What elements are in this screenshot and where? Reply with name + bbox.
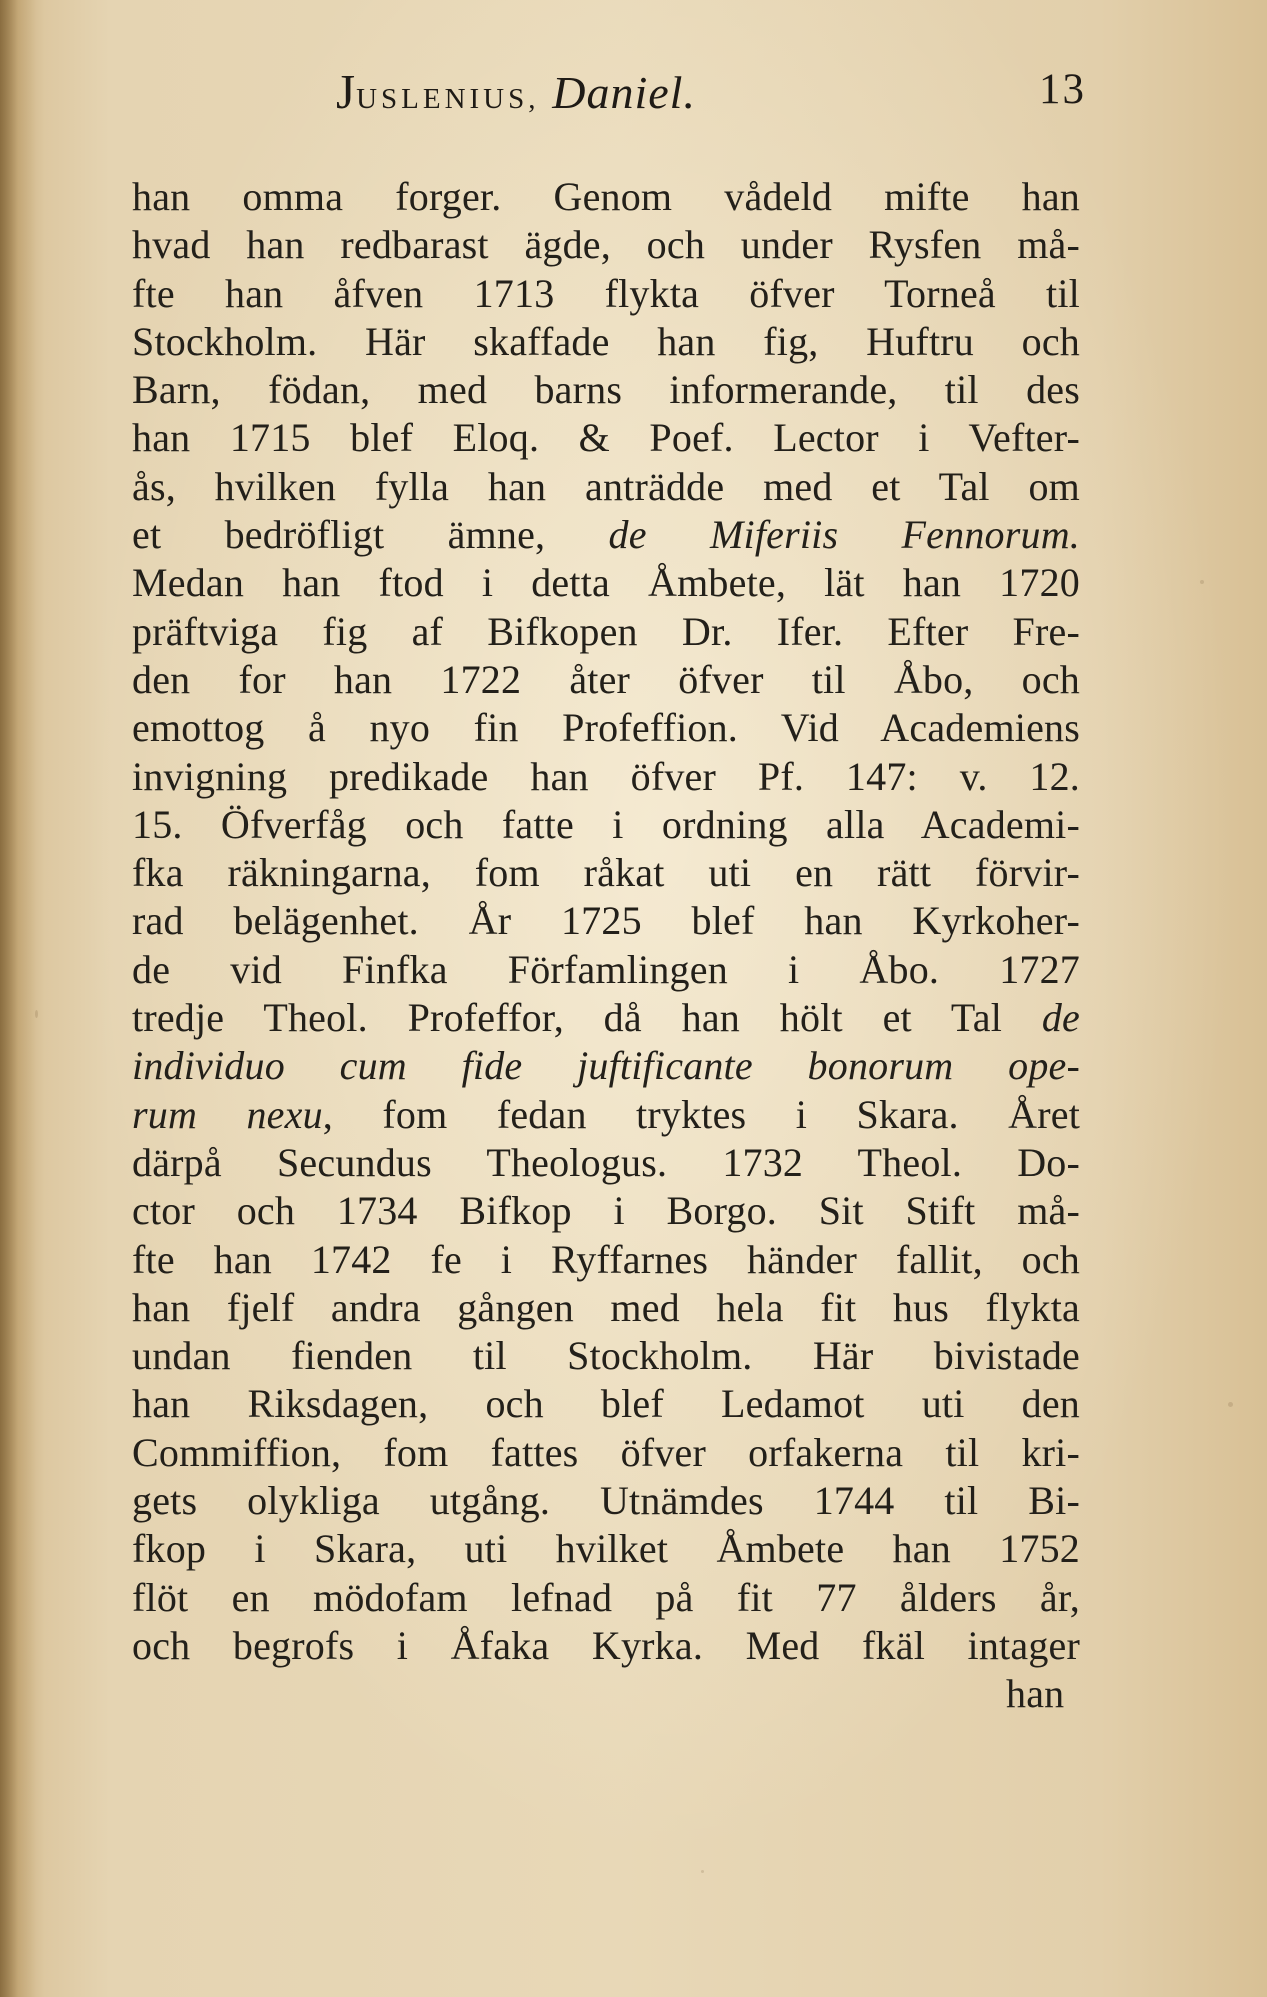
text-line-12: emottog å nyo fin Profeffion. Vid Academiens bbox=[132, 705, 1080, 751]
text-line-19: individuo cum fide juftificante bonorum ope- bbox=[132, 1043, 1080, 1089]
paper-speck bbox=[35, 1010, 38, 1018]
author-running-head bbox=[336, 63, 696, 120]
page-binding-shadow bbox=[0, 0, 36, 1997]
text-line-24: han fjelf andra gången med hela fit hus flykta bbox=[132, 1284, 1080, 1330]
text-line-18 bbox=[132, 994, 1080, 1042]
catchword: han bbox=[1006, 1671, 1065, 1717]
text-line-16: rad belägenhet. År 1725 blef han Kyrkoher- bbox=[132, 898, 1080, 944]
text-line-30: flöt en mödofam lefnad på fit 77 ålders år, bbox=[132, 1574, 1080, 1620]
text-line-21: därpå Secundus Theologus. 1732 Theol. Do- bbox=[132, 1139, 1080, 1185]
text-line-14: 15. Öfverfåg och fatte i ordning alla Academi- bbox=[132, 801, 1080, 847]
paper-speck bbox=[1228, 1402, 1233, 1407]
text-line-9: Medan han ftod i detta Åmbete, lät han 1720 bbox=[132, 560, 1080, 606]
running-header bbox=[336, 63, 1096, 121]
text-line-25: undan fienden til Stockholm. Här bivistade bbox=[132, 1333, 1080, 1379]
text-line-20-roman: , fom fedan tryktes i Skara. Året bbox=[322, 1091, 1081, 1137]
author-initial: J bbox=[336, 64, 357, 119]
text-line-18-roman: tredje Theol. Profeffor, då han hölt et Tal bbox=[132, 995, 1042, 1041]
body-text bbox=[132, 173, 1080, 1719]
paper-speck bbox=[701, 1870, 704, 1873]
text-line-8 bbox=[132, 511, 1080, 559]
text-line-28: gets olykliga utgång. Utnämdes 1744 til Bi- bbox=[132, 1478, 1080, 1524]
text-line-27: Commiffion, fom fattes öfver orfakerna til kri- bbox=[132, 1429, 1080, 1475]
text-line-20 bbox=[132, 1091, 1080, 1139]
text-line-2: hvad han redbarast ägde, och under Rysfen må- bbox=[132, 222, 1080, 268]
latin-title-italic: de Miferiis Fennorum. bbox=[608, 512, 1080, 558]
text-line-15: fka räkningarna, fom råkat uti en rätt förvir- bbox=[132, 850, 1080, 896]
text-line-6: han 1715 blef Eloq. & Poef. Lector i Vefter- bbox=[132, 415, 1080, 461]
author-surname-rest: USLENIUS, bbox=[356, 83, 540, 115]
text-line-31: och begrofs i Åfaka Kyrka. Med fkäl intager bbox=[132, 1622, 1080, 1668]
text-line-29: fkop i Skara, uti hvilket Åmbete han 1752 bbox=[132, 1526, 1080, 1572]
text-line-7: ås, hvilken fylla han anträdde med et Tal om bbox=[132, 463, 1080, 509]
italic-rum-nexu: rum nexu bbox=[132, 1091, 323, 1137]
author-given-name: Daniel. bbox=[552, 67, 696, 118]
text-line-23: fte han 1742 fe i Ryffarnes händer fallit, och bbox=[132, 1236, 1080, 1282]
text-line-5: Barn, födan, med barns informerande, til des bbox=[132, 367, 1080, 413]
page-number: 13 bbox=[1039, 66, 1086, 113]
text-line-3: fte han åfven 1713 flykta öfver Torneå til bbox=[132, 270, 1080, 316]
italic-de: de bbox=[1041, 995, 1080, 1041]
text-line-11: den for han 1722 åter öfver til Åbo, och bbox=[132, 656, 1080, 702]
text-line-22: ctor och 1734 Bifkop i Borgo. Sit Stift må- bbox=[132, 1188, 1080, 1234]
text-line-13: invigning predikade han öfver Pf. 147: v. 12. bbox=[132, 753, 1080, 799]
text-line-8-roman: et bedröfligt ämne, bbox=[132, 512, 609, 558]
text-line-17: de vid Finfka Förfamlingen i Åbo. 1727 bbox=[132, 946, 1080, 992]
text-line-1: han omma forger. Genom vådeld mifte han bbox=[132, 174, 1080, 219]
text-line-26: han Riksdagen, och blef Ledamot uti den bbox=[132, 1381, 1080, 1427]
text-line-4: Stockholm. Här skaffade han fig, Huftru och bbox=[132, 318, 1080, 364]
paper-speck bbox=[1200, 580, 1204, 584]
text-line-10: präftviga fig af Bifkopen Dr. Ifer. Efter Fre- bbox=[132, 608, 1080, 654]
